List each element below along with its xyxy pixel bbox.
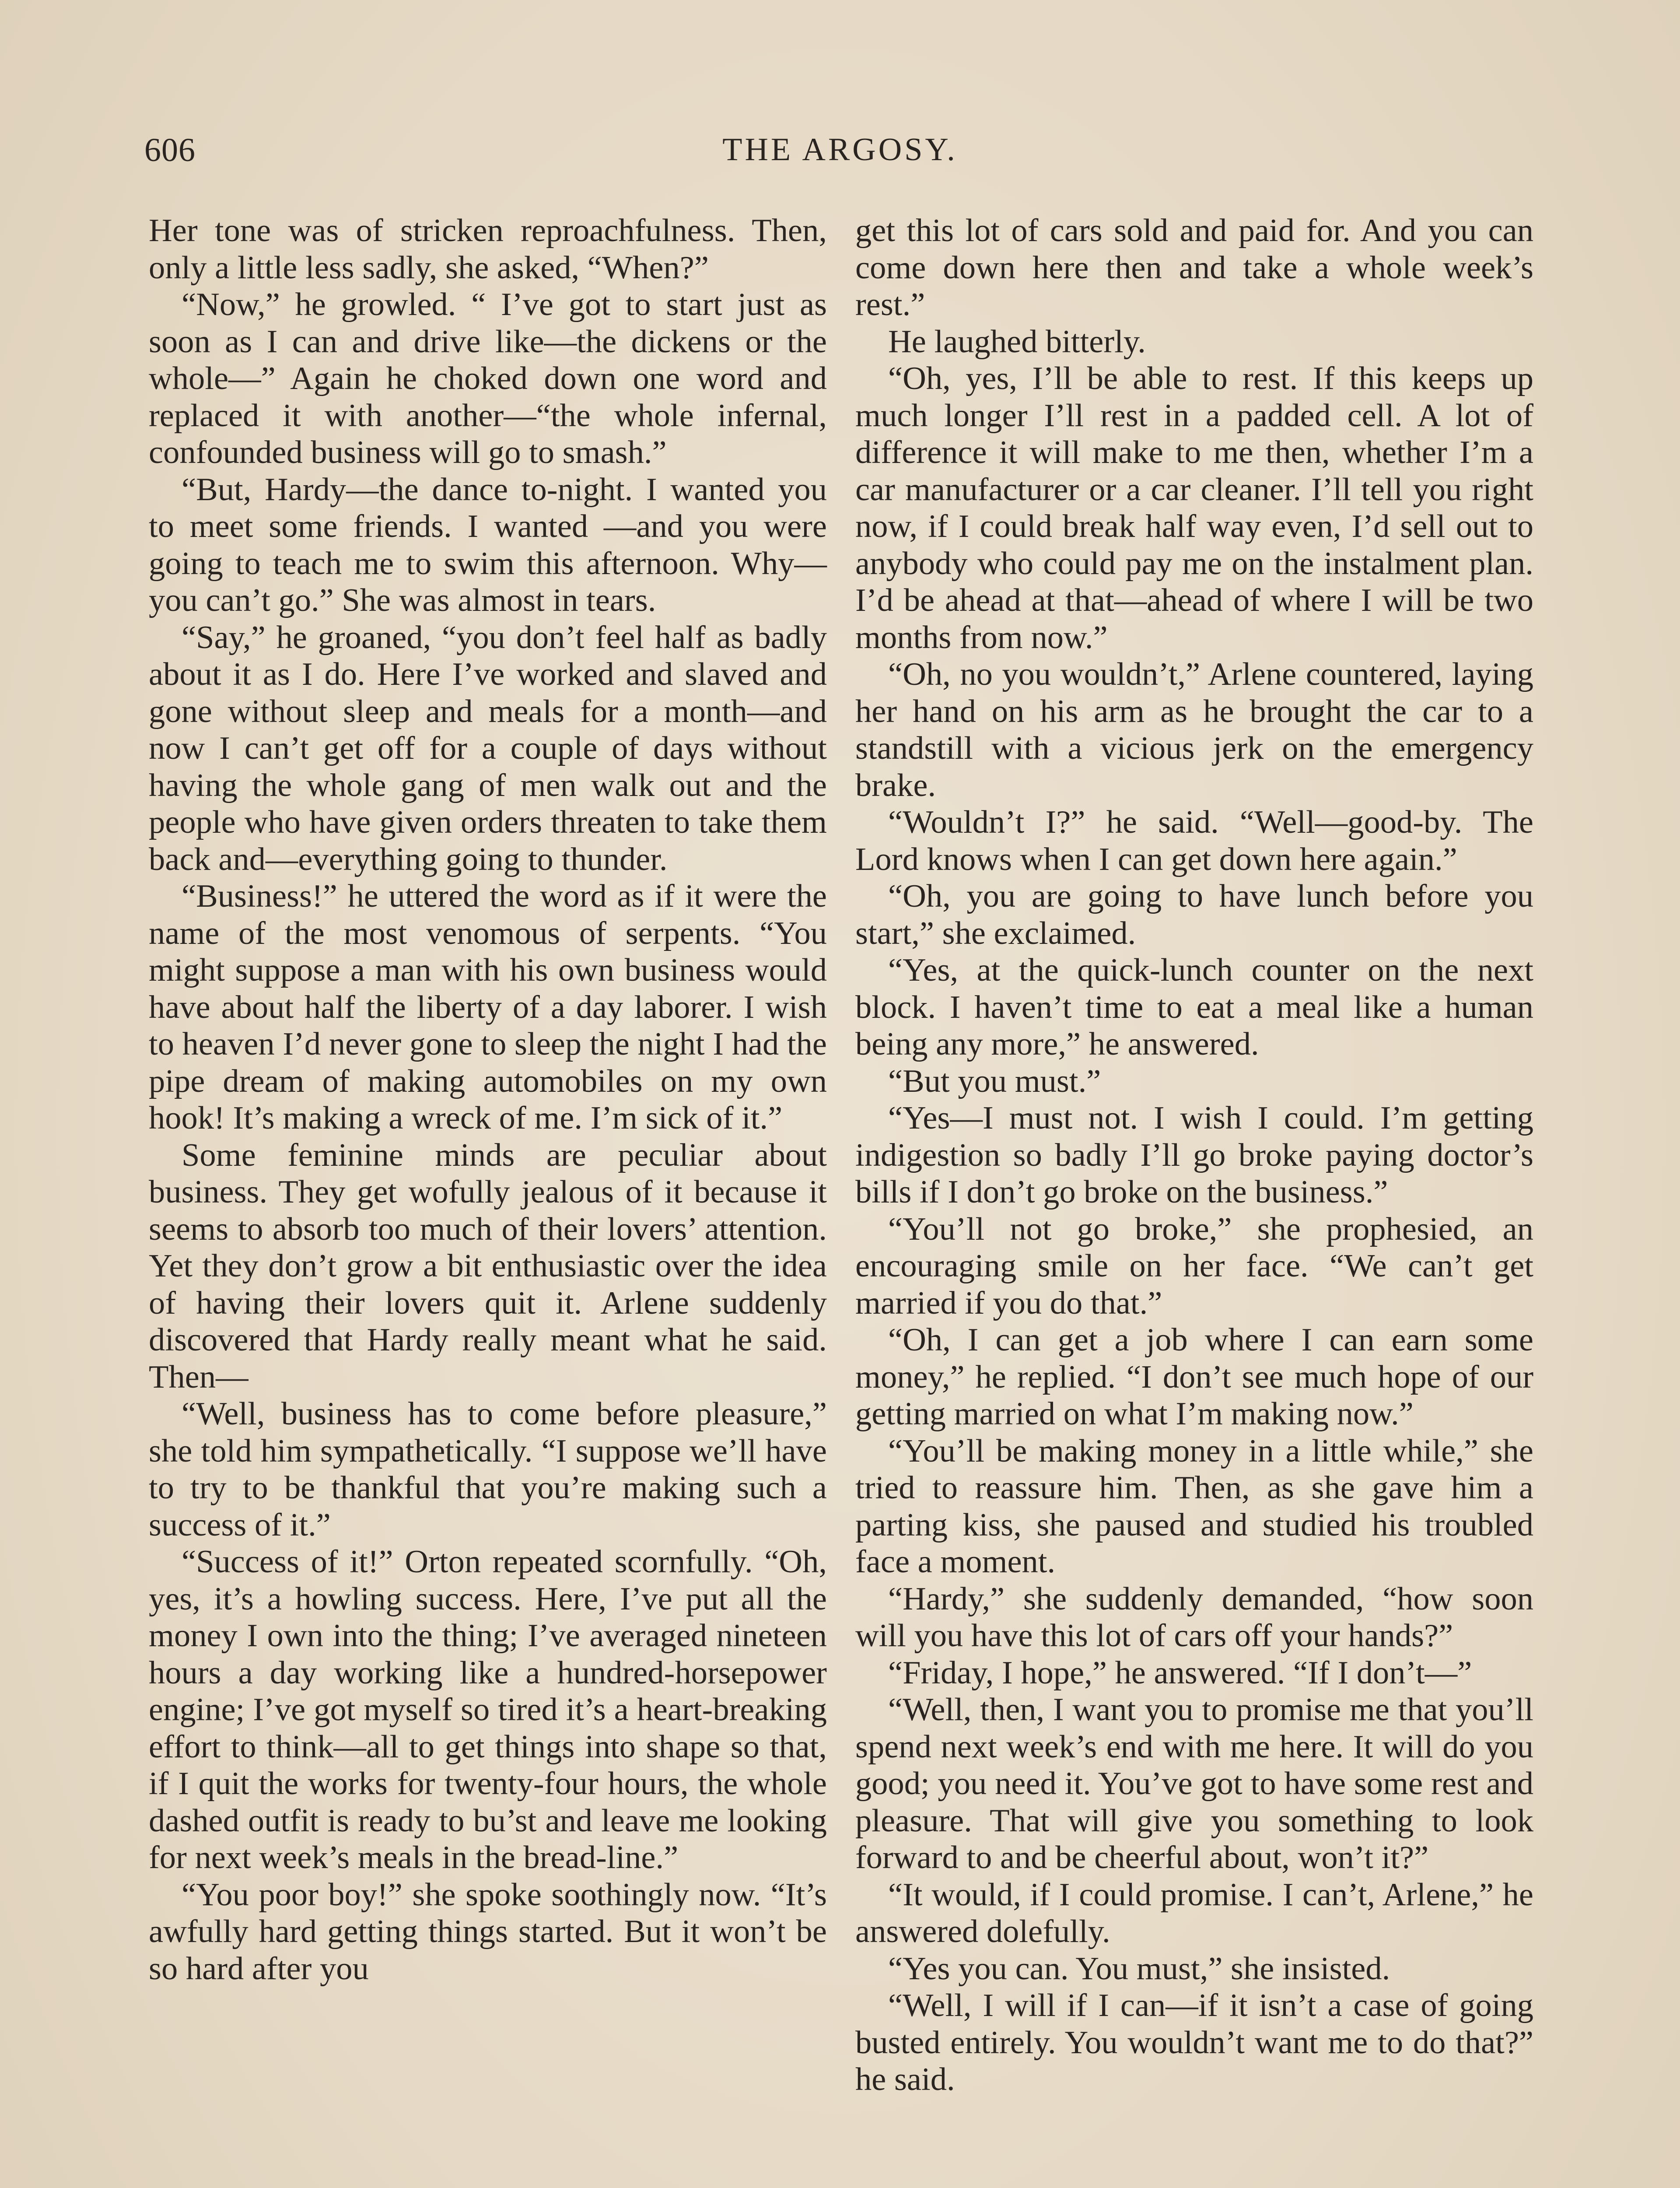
paragraph: “You poor boy!” she spoke soothingly now. “It’s awfully hard getting things started. But it won’t be so hard after you (149, 1876, 827, 1987)
paragraph: “Oh, yes, I’ll be able to rest. If this keeps up much longer I’ll rest in a padded cell. A lot of difference it will make to me then, whether I’m a car manufacturer or a car cleaner. I’ll tell you right now, if I could break half way even, I’d sell out to anybody who could pay me on the instalment plan. I’d be ahead at that—ahead of where I will be two months from now.” (855, 361, 1533, 656)
paragraph: “But you must.” (888, 1063, 1101, 1099)
paragraph: “You’ll not go broke,” she prophesied, an encouraging smile on her face. “We can’t get married if you do that.” (855, 1211, 1533, 1321)
paragraph: “Wouldn’t I?” he said. “Well—good-by. The Lord knows when I can get down here again.” (855, 804, 1533, 877)
paragraph: “You’ll be making money in a little while,” she tried to reassure him. Then, as she gave him a parting kiss, she paused and studied his troubled face a moment. (855, 1433, 1533, 1580)
paragraph: “Oh, I can get a job where I can earn some money,” he replied. “I don’t see much hope of our getting married on what I’m making now.” (855, 1322, 1533, 1432)
paragraph: “Well, then, I want you to promise me that you’ll spend next week’s end with me here. It will do you good; you need it. You’ve got to have some rest and pleasure. That will give you something to look forward to and be cheerful about, won’t it?” (855, 1692, 1533, 1876)
paragraph: “Success of it!” Orton repeated scornfully. “Oh, yes, it’s a howling success. Here, I’ve put all the money I own into the thing; I’ve averaged nineteen hours a day working like a hundred-horsepower engine; I’ve got myself so tired it’s a heart-breaking effort to think—all to get things into shape so that, if I quit the works for twenty-four hours, the whole dashed outfit is ready to bu’st and leave me looking for next week’s meals in the bread-line.” (149, 1544, 827, 1876)
paragraph: “Well, business has to come before pleasure,” she told him sympathetically. “I suppose we’ll have to try to be thankful that you’re making such a success of it.” (149, 1396, 827, 1543)
paragraph: “Well, I will if I can—if it isn’t a case of going busted entirely. You wouldn’t want me to do that?” he said. (855, 1988, 1533, 2097)
left-column (149, 212, 827, 1987)
paragraph: “Oh, no you wouldn’t,” Arlene countered, laying her hand on his arm as he brought the car to a standstill with a vicious jerk on the emergency brake. (855, 656, 1533, 803)
paragraph: “Business!” he uttered the word as if it were the name of the most venomous of serpents. “You might suppose a man with his own business would have about half the liberty of a day laborer. I wish to heaven I’d never gone to sleep the night I had the pipe dream of making automobiles on my own hook! It’s making a wreck of me. I’m sick of it.” (149, 878, 827, 1136)
page-header (144, 131, 1536, 184)
right-column (855, 212, 1533, 2098)
paragraph: “Say,” he groaned, “you don’t feel half as badly about it as I do. Here I’ve worked and slaved and gone without sleep and meals for a month—and now I can’t get off for a couple of days without having the whole gang of men walk out and the people who have given orders threaten to take them back and—everything going to thunder. (149, 619, 827, 877)
paragraph: “Now,” he growled. “ I’ve got to start just as soon as I can and drive like—the dickens or the whole—” Again he choked down one word and replaced it with another—“the whole infernal, confounded business will go to smash.” (149, 287, 827, 470)
paragraph: “Oh, you are going to have lunch before you start,” she exclaimed. (855, 878, 1533, 951)
paragraph: “Yes—I must not. I wish I could. I’m getting indigestion so badly I’ll go broke paying doctor’s bills if I don’t go broke on the business.” (855, 1100, 1533, 1210)
running-title: THE ARGOSY. (722, 132, 958, 168)
paragraph: Some feminine minds are peculiar about business. They get wofully jealous of it because it seems to absorb too much of their lovers’ attention. Yet they don’t grow a bit enthusiastic over the idea of having their lovers quit it. Arlene suddenly discovered that Hardy really meant what he said. Then— (149, 1137, 827, 1395)
paragraph: “It would, if I could promise. I can’t, Arlene,” he answered dolefully. (855, 1876, 1533, 1950)
paragraph: “But, Hardy—the dance to-night. I wanted you to meet some friends. I wanted —and you were going to teach me to swim this afternoon. Why—you can’t go.” She was almost in tears. (149, 471, 827, 618)
page-number: 606 (144, 132, 196, 168)
paragraph: Her tone was of stricken reproachfulness. Then, only a little less sadly, she asked, “When?” (149, 213, 827, 286)
paragraph: “Hardy,” she suddenly demanded, “how soon will you have this lot of cars off your hands?” (855, 1581, 1533, 1654)
paragraph: “Yes you can. You must,” she insisted. (888, 1950, 1390, 1987)
paragraph: “Yes, at the quick-lunch counter on the next block. I haven’t time to eat a meal like a human being any more,” he answered. (855, 952, 1533, 1062)
paragraph: “Friday, I hope,” he answered. “If I don’t—” (888, 1655, 1472, 1691)
paragraph: get this lot of cars sold and paid for. And you can come down here then and take a whole week’s rest.” (855, 213, 1533, 323)
paragraph: He laughed bitterly. (888, 323, 1146, 360)
